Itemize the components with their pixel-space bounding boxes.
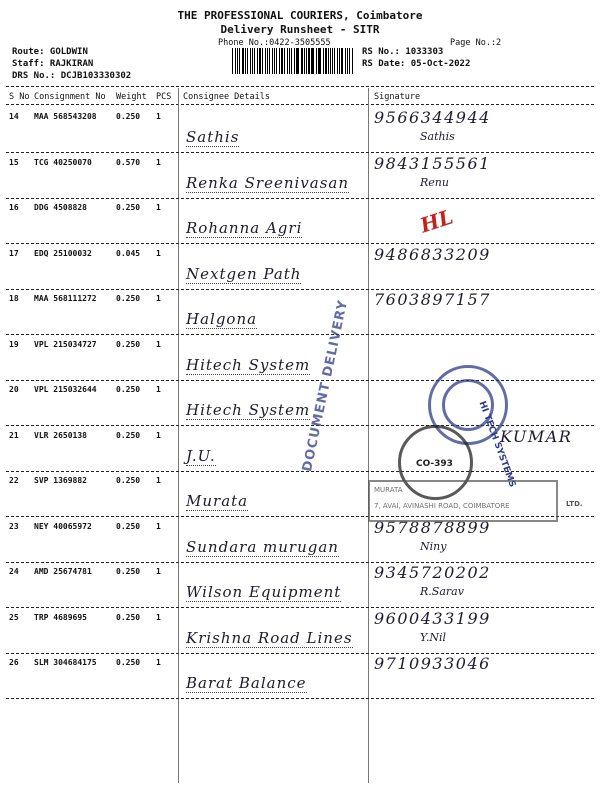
row-sno: 18 <box>9 294 19 303</box>
route-label: Route: GOLDWIN <box>12 47 88 57</box>
phone-number: Phone No.:0422-3505555 <box>218 38 331 48</box>
signature-name: Y.Nil <box>420 631 447 644</box>
row-sno: 15 <box>9 158 19 167</box>
row-weight: 0.250 <box>116 294 141 303</box>
col-consignee: Consignee Details <box>183 92 270 102</box>
company-title: THE PROFESSIONAL COURIERS, Coimbatore <box>177 9 423 22</box>
consignment-number: SLM 304684175 <box>34 658 97 667</box>
consignment-number: TCG 40250070 <box>34 158 92 167</box>
consignment-number: VPL 215032644 <box>34 385 97 394</box>
header-rule-bottom <box>6 104 594 105</box>
row-divider <box>6 334 594 335</box>
row-divider <box>6 653 594 654</box>
row-weight: 0.570 <box>116 158 141 167</box>
row-sno: 23 <box>9 522 19 531</box>
staff-label: Staff: RAJKIRAN <box>12 59 94 69</box>
signature-mark: HL <box>417 204 456 238</box>
row-sno: 21 <box>9 431 19 440</box>
signature-mark: 9578878899 <box>374 518 491 537</box>
row-weight: 0.250 <box>116 522 141 531</box>
row-pcs: 1 <box>156 249 161 258</box>
row-weight: 0.250 <box>116 203 141 212</box>
row-sno: 14 <box>9 112 19 121</box>
murata-stamp <box>368 480 558 522</box>
signature-name: Niny <box>420 540 447 553</box>
row-pcs: 1 <box>156 203 161 212</box>
consignee-name: Sathis <box>186 128 240 146</box>
row-sno: 26 <box>9 658 19 667</box>
consignee-name: Sundara murugan <box>186 538 339 556</box>
row-weight: 0.250 <box>116 431 141 440</box>
row-divider <box>6 243 594 244</box>
consignment-number: VLR 2650138 <box>34 431 87 440</box>
row-pcs: 1 <box>156 476 161 485</box>
row-sno: 22 <box>9 476 19 485</box>
consignee-name: Barat Balance <box>186 674 307 692</box>
murata-stamp-name: MURATA <box>374 486 403 494</box>
col-consignment: Consignment No <box>34 92 106 102</box>
rs-date: RS Date: 05-Oct-2022 <box>362 59 471 69</box>
consignment-number: VPL 215034727 <box>34 340 97 349</box>
row-pcs: 1 <box>156 158 161 167</box>
row-weight: 0.250 <box>116 340 141 349</box>
column-divider <box>368 88 369 783</box>
consignment-number: NEY 40065972 <box>34 522 92 531</box>
column-divider <box>178 88 179 783</box>
signature-mark: 9843155561 <box>374 154 491 173</box>
row-pcs: 1 <box>156 431 161 440</box>
consignee-name: Hitech System <box>186 356 311 374</box>
row-sno: 16 <box>9 203 19 212</box>
row-pcs: 1 <box>156 294 161 303</box>
signature-name: Sathis <box>420 130 455 143</box>
murata-stamp-address: 7, AVAI, AVINASHI ROAD, COIMBATORE <box>374 502 510 510</box>
col-sno: S No <box>9 92 30 102</box>
row-sno: 25 <box>9 613 19 622</box>
row-pcs: 1 <box>156 613 161 622</box>
signature-mark: 9600433199 <box>374 609 491 628</box>
row-sno: 24 <box>9 567 19 576</box>
row-divider <box>6 380 594 381</box>
consignee-name: Rohanna Agri <box>186 219 303 237</box>
consignee-name: Renka Sreenivasan <box>186 174 350 192</box>
row-divider <box>6 425 594 426</box>
row-weight: 0.250 <box>116 613 141 622</box>
consignee-name: J.U. <box>186 447 216 465</box>
row-pcs: 1 <box>156 522 161 531</box>
consignment-number: MAA 568111272 <box>34 294 97 303</box>
consignee-name: Krishna Road Lines <box>186 629 353 647</box>
signature-mark: 9710933046 <box>374 654 491 673</box>
col-weight: Weight <box>116 92 147 102</box>
signature-mark: 9566344944 <box>374 108 491 127</box>
consignment-number: AMD 25674781 <box>34 567 92 576</box>
consignee-name: Nextgen Path <box>186 265 302 283</box>
page-number: Page No.:2 <box>450 38 502 48</box>
signature-mark: 9486833209 <box>374 245 491 264</box>
consignment-number: TRP 4689695 <box>34 613 87 622</box>
drs-number: DRS No.: DCJB103330302 <box>12 71 132 81</box>
signature-name: R.Sarav <box>420 585 464 598</box>
signature-mark: 7603897157 <box>374 290 491 309</box>
document-delivery-stamp: DOCUMENT DELIVERY <box>300 298 352 474</box>
signature-mark: KUMAR <box>500 427 573 446</box>
row-pcs: 1 <box>156 567 161 576</box>
row-weight: 0.250 <box>116 658 141 667</box>
row-pcs: 1 <box>156 658 161 667</box>
row-weight: 0.045 <box>116 249 141 258</box>
consignee-name: Hitech System <box>186 401 311 419</box>
murata-stamp-ltd: LTD. <box>566 500 583 508</box>
row-weight: 0.250 <box>116 476 141 485</box>
col-signature: Signature <box>374 92 421 102</box>
row-divider <box>6 607 594 608</box>
col-pcs: PCS <box>156 92 172 102</box>
header-rule-top <box>6 86 594 87</box>
consignment-number: MAA 568543208 <box>34 112 97 121</box>
barcode <box>232 48 354 74</box>
consignment-number: EDQ 25100032 <box>34 249 92 258</box>
seal-code: CO-393 <box>416 459 453 469</box>
row-sno: 17 <box>9 249 19 258</box>
row-pcs: 1 <box>156 112 161 121</box>
hitech-seal-text: HI TECH SYSTEMS <box>476 400 518 489</box>
row-divider <box>6 562 594 563</box>
consignee-name: Wilson Equipment <box>186 583 342 601</box>
row-divider <box>6 289 594 290</box>
row-weight: 0.250 <box>116 567 141 576</box>
row-divider <box>6 152 594 153</box>
row-divider <box>6 698 594 699</box>
row-pcs: 1 <box>156 385 161 394</box>
row-weight: 0.250 <box>116 385 141 394</box>
signature-mark: 9345720202 <box>374 563 491 582</box>
row-sno: 20 <box>9 385 19 394</box>
consignee-name: Halgona <box>186 310 258 328</box>
consignment-number: SVP 1369882 <box>34 476 87 485</box>
row-pcs: 1 <box>156 340 161 349</box>
row-divider <box>6 198 594 199</box>
consignee-name: Murata <box>186 492 249 510</box>
signature-name: Renu <box>420 176 449 189</box>
rs-number: RS No.: 1033303 <box>362 47 444 57</box>
runsheet-title: Delivery Runsheet - SITR <box>220 23 380 36</box>
row-weight: 0.250 <box>116 112 141 121</box>
row-sno: 19 <box>9 340 19 349</box>
consignment-number: DDG 4508828 <box>34 203 87 212</box>
